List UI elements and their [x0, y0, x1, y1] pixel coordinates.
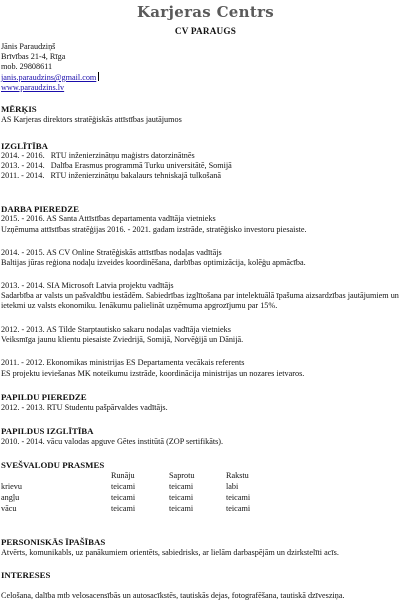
- education-item: 2011. - 2014. RTU inženierzinātņu bakalaurs tehniskajā tulkošanā: [1, 171, 221, 180]
- education-item: 2013. - 2014. Dalība Erasmus programmā Turku universitātē, Somijā: [1, 161, 232, 170]
- experience-desc: Baltijas jūras reģiona nodaļu izveides koordinēšana, darbības optimizācija, kolēģu apmācība.: [1, 258, 306, 267]
- language-level: teicami: [111, 482, 136, 491]
- language-level: teicami: [111, 504, 136, 513]
- language-name: krievu: [1, 482, 22, 491]
- experience-desc: Veiksmīga jaunu klientu piesaiste Zviedrijā, Somijā, Norvēģijā un Dānijā.: [1, 335, 244, 344]
- language-level: teicami: [226, 504, 251, 513]
- contact-website-link[interactable]: www.paraudzins.lv: [1, 83, 65, 92]
- languages-col-header: Runāju: [111, 471, 135, 480]
- language-level: teicami: [169, 482, 194, 491]
- brand-logo-text: Karjeras Centrs: [136, 3, 275, 21]
- experience-title: 2011. - 2012. Ekonomikas ministrijas ES Departamenta vecākais referents: [1, 358, 245, 367]
- language-name: vācu: [1, 504, 17, 513]
- goal-text: AS Karjeras direktors stratēģiskās attīstības jautājumos: [1, 115, 182, 124]
- contact-website-row: [1, 83, 64, 93]
- languages-heading: SVEŠVALODU PRASMES: [1, 460, 105, 470]
- interests-heading: INTERESES: [1, 570, 51, 580]
- personal-text: Atvērts, komunikabls, uz panākumiem orientēts, sabiedrisks, ar lielām darbaspējām un dzirkstelīti acīs.: [1, 548, 339, 557]
- contact-email-row: [1, 72, 99, 83]
- document-title: CV PARAUGS: [174, 26, 237, 36]
- language-level: teicami: [226, 493, 251, 502]
- contact-phone: mob. 29808611: [1, 62, 53, 71]
- languages-col-header: Rakstu: [226, 471, 249, 480]
- experience-desc: ES projektu ieviešanas MK noteikumu izstrāde, koordinācija ministrijas un nozares ietvaros.: [1, 369, 305, 378]
- language-name: angļu: [1, 493, 20, 502]
- goal-heading: MĒRĶIS: [1, 104, 37, 114]
- education-heading: IZGLĪTĪBA: [1, 141, 48, 151]
- experience-title: 2015. - 2016. AS Santa Attīstības departamenta vadītāja vietnieks: [1, 214, 216, 223]
- extra-experience-text: 2012. - 2013. RTU Studentu pašpārvaldes vadītājs.: [1, 403, 168, 412]
- language-level: teicami: [169, 504, 194, 513]
- experience-desc: Uzņēmuma attīstības stratēģijas 2016. - 2021. gadam izstrāde, stratēģisko investoru piesaiste.: [1, 225, 307, 234]
- extra-experience-heading: PAPILDU PIEREDZE: [1, 392, 87, 402]
- languages-col-header: Saprotu: [169, 471, 195, 480]
- interests-text: Celošana, dalība mtb velosacensībās un autosacīkstēs, tautiskās dejas, fotografēšana, tautiskā dzīvesziņa.: [1, 591, 345, 600]
- text-cursor: [98, 72, 99, 81]
- experience-heading: DARBA PIEREDZE: [1, 204, 79, 214]
- experience-desc: Sadarbība ar valsts un pašvaldību iestādēm. Sabiedrības izglītošana par intelektuālā īpašuma aizsardzības jautājumiem un ietekmi uz valsts ekonomiku. Ienākumu palielināt uzņēmuma apgrozījumu par 15%.: [1, 291, 399, 310]
- contact-name: Jānis Paraudziņš: [1, 42, 56, 51]
- education-item: 2014. - 2016. RTU inženierzinātņu maģistrs datorzinātnēs: [1, 151, 195, 160]
- personal-heading: PERSONISKĀS ĪPAŠĪBAS: [1, 537, 106, 547]
- contact-email-link[interactable]: janis.paraudzins@gmail.com: [1, 73, 97, 82]
- contact-address: Brīvības 21-4, Rīga: [1, 52, 66, 61]
- experience-title: 2014. - 2015. AS CV Online Stratēģiskās attīstības nodaļas vadītājs: [1, 248, 222, 257]
- language-level: teicami: [169, 493, 194, 502]
- extra-education-text: 2010. - 2014. vācu valodas apguve Gētes institūtā (ZOP sertifikāts).: [1, 437, 224, 446]
- experience-title: 2013. - 2014. SIA Microsoft Latvia projektu vadītājs: [1, 281, 174, 290]
- experience-title: 2012. - 2013. AS Tilde Starptautisko sakaru nodaļas vadītāja vietnieks: [1, 325, 231, 334]
- extra-education-heading: PAPILDUS IZGLĪTĪBA: [1, 426, 94, 436]
- language-level: teicami: [111, 493, 136, 502]
- language-level: labi: [226, 482, 239, 491]
